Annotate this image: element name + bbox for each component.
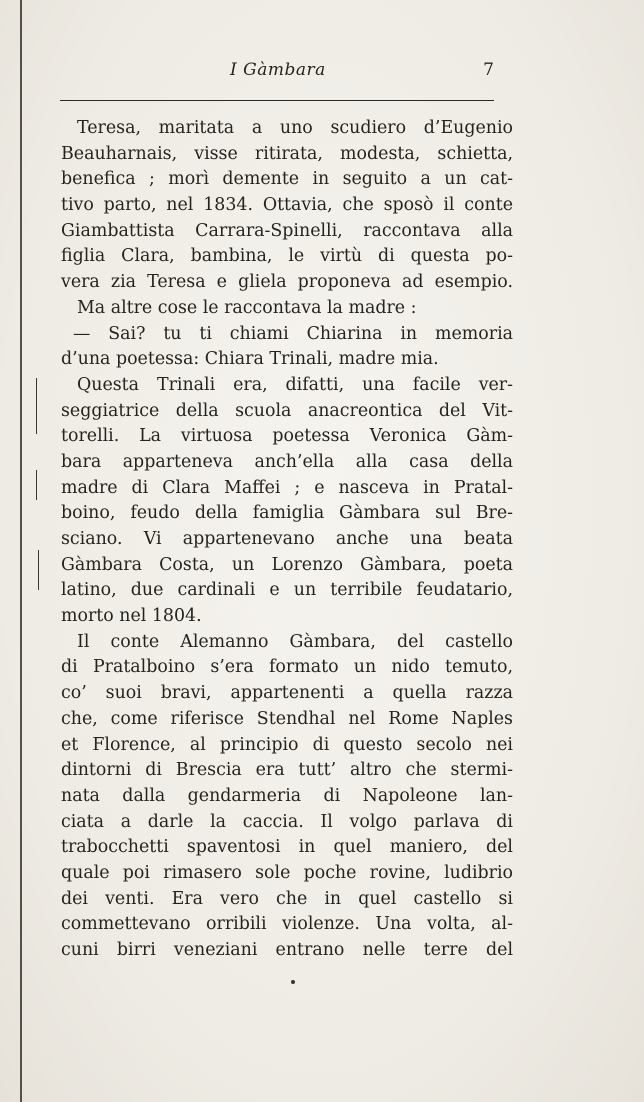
text-line: Giambattista Carrara-Spinelli, raccontava alla (61, 220, 513, 241)
header-rule (60, 100, 494, 101)
text-line: figlia Clara, bambina, le virtù di questa po- (61, 246, 513, 267)
ink-speck (291, 980, 295, 984)
text-line: Teresa, maritata a uno scudiero d’Eugenio (77, 118, 513, 138)
text-line: nata dalla gendarmeria di Napoleone lan- (61, 785, 513, 806)
running-head (60, 60, 494, 90)
text-line: vera zia Teresa e gliela proponeva ad esempio. (61, 272, 513, 293)
text-line: morto nel 1804. (61, 606, 202, 627)
text-line: sciano. Vi appartenevano anche una beata (61, 529, 513, 549)
text-line: boino, feudo della famiglia Gàmbara sul Bre- (61, 503, 513, 524)
text-line: benefica ; morì demente in seguito a un cat- (61, 169, 513, 190)
running-title: I Gàmbara (230, 60, 326, 80)
text-line: ciata a darle la caccia. Il volgo parlava di (61, 811, 513, 832)
text-line: d’una poetessa: Chiara Trinali, madre mia. (61, 349, 439, 370)
text-line: Beauharnais, visse ritirata, modesta, schietta, (61, 143, 513, 164)
text-line: dei venti. Era vero che in quel castello si (61, 888, 513, 909)
page-edge-line (20, 0, 22, 1102)
text-line: cuni birri veneziani entrano nelle terre del (61, 940, 513, 960)
text-line: Gàmbara Costa, un Lorenzo Gàmbara, poeta (61, 554, 513, 575)
text-line: et Florence, al principio di questo secolo nei (61, 734, 513, 755)
text-line: madre di Clara Maffei ; e nasceva in Pratal- (61, 477, 513, 498)
text-line: Il conte Alemanno Gàmbara, del castello (77, 631, 513, 652)
text-line: Questa Trinali era, difatti, una facile ver- (77, 374, 513, 395)
text-line: co’ suoi bravi, appartenenti a quella razza (61, 683, 513, 704)
text-line: latino, due cardinali e un terribile feudatario, (61, 580, 513, 601)
text-line: bara apparteneva anch’ella alla casa della (61, 451, 513, 472)
text-line: dintorni di Brescia era tutt’ altro che stermi- (61, 760, 513, 781)
text-line: torelli. La virtuosa poetessa Veronica Gàm- (61, 426, 513, 447)
text-line: Ma altre cose le raccontava la madre : (77, 297, 417, 318)
text-line: trabocchetti spaventosi in quel maniero, del (61, 837, 513, 858)
text-line: quale poi rimasero sole poche rovine, ludibrio (61, 862, 513, 883)
page-number: 7 (483, 60, 494, 80)
text-line: seggiatrice della scuola anacreontica del Vit- (61, 400, 513, 421)
body-text (61, 116, 513, 964)
text-line: tivo parto, nel 1834. Ottavia, che sposò il conte (61, 195, 513, 216)
margin-pencil-mark (36, 470, 37, 500)
margin-pencil-mark (38, 550, 39, 590)
text-line: che, come riferisce Stendhal nel Rome Naples (61, 708, 513, 729)
text-line: commettevano orribili violenze. Una volta, al- (61, 914, 513, 935)
text-line: di Pratalboino s’era formato un nido temuto, (61, 657, 513, 678)
margin-pencil-mark (36, 378, 37, 434)
text-line: — Sai? tu ti chiami Chiarina in memoria (73, 323, 513, 344)
